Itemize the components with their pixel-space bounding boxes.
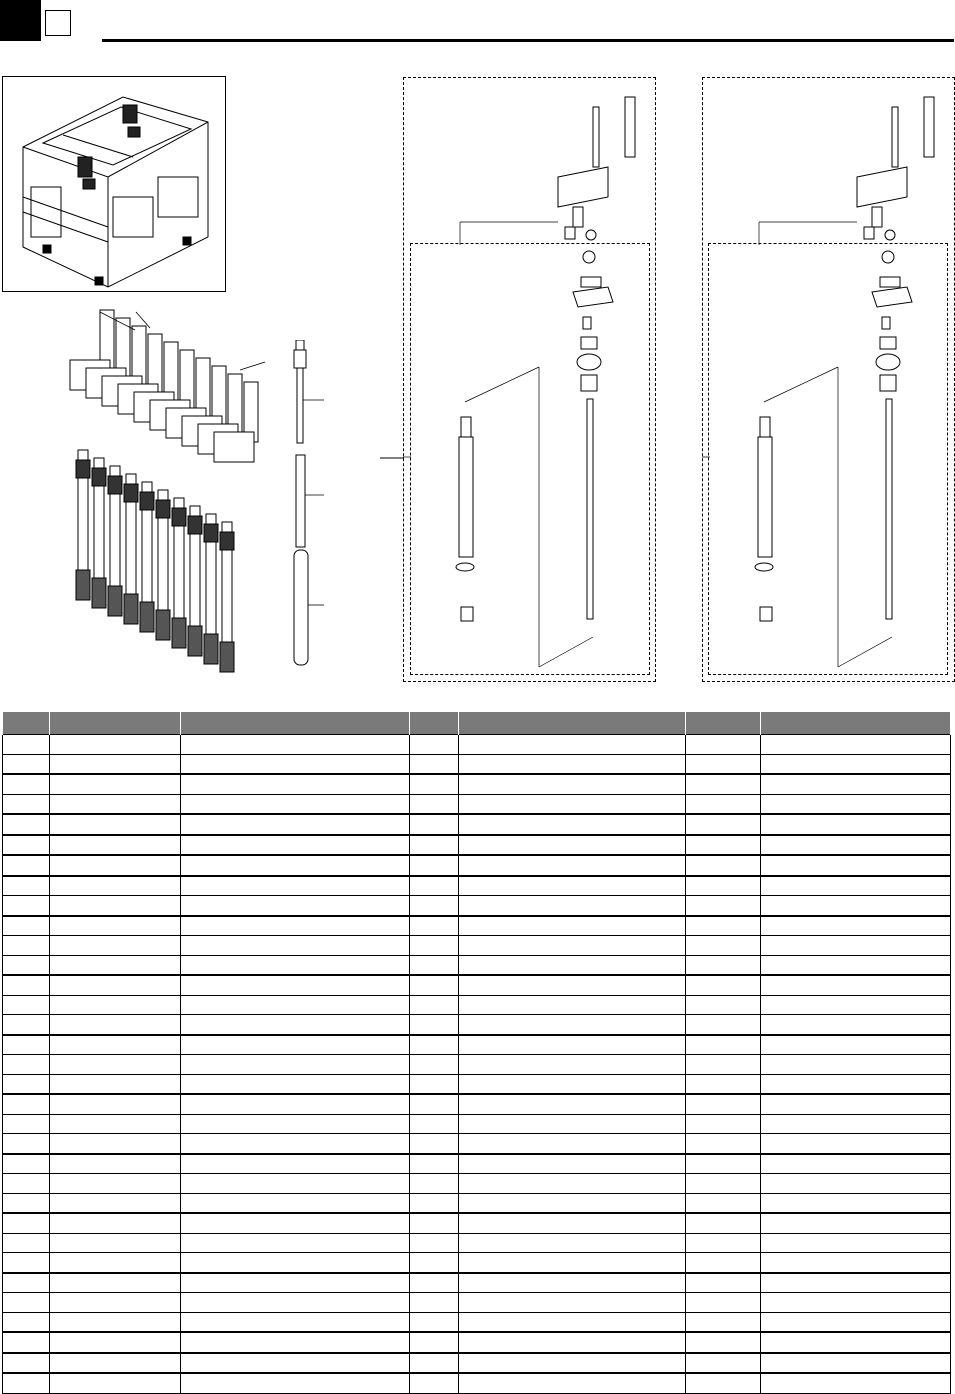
table-cell xyxy=(686,855,761,876)
table-cell xyxy=(181,735,410,755)
table-cell xyxy=(761,1273,951,1293)
table-cell xyxy=(410,1213,459,1233)
table-row xyxy=(3,1332,951,1353)
table-cell xyxy=(50,1035,181,1055)
table-cell xyxy=(3,1273,50,1293)
col-header xyxy=(50,712,181,735)
table-cell xyxy=(50,1273,181,1293)
table-cell xyxy=(761,735,951,755)
table-row xyxy=(3,1253,951,1273)
table-cell xyxy=(761,1213,951,1233)
table-cell xyxy=(3,794,50,814)
table-cell xyxy=(459,1035,686,1055)
table-cell xyxy=(50,1193,181,1213)
table-cell xyxy=(50,835,181,856)
table-cell xyxy=(3,735,50,755)
table-cell xyxy=(459,1233,686,1253)
table-cell xyxy=(181,896,410,916)
table-cell xyxy=(459,916,686,936)
table-cell xyxy=(459,975,686,995)
table-cell xyxy=(761,754,951,774)
table-cell xyxy=(686,1233,761,1253)
table-cell xyxy=(181,1213,410,1233)
table-row xyxy=(3,1353,951,1374)
table-cell xyxy=(410,1273,459,1293)
table-cell xyxy=(410,876,459,896)
table-cell xyxy=(181,1233,410,1253)
table-cell xyxy=(50,896,181,916)
table-cell xyxy=(459,1015,686,1035)
table-cell xyxy=(3,1233,50,1253)
table-cell xyxy=(686,1174,761,1194)
table-cell xyxy=(686,995,761,1015)
table-cell xyxy=(410,1193,459,1213)
table-cell xyxy=(181,1114,410,1134)
table-cell xyxy=(3,754,50,774)
table-cell xyxy=(410,1353,459,1374)
table-row xyxy=(3,876,951,896)
table-row xyxy=(3,955,951,975)
table-cell xyxy=(50,1174,181,1194)
table-cell xyxy=(686,1193,761,1213)
table-cell xyxy=(459,1154,686,1174)
table-cell xyxy=(3,855,50,876)
table-row xyxy=(3,735,951,755)
table-row xyxy=(3,774,951,794)
col-header xyxy=(181,712,410,735)
table-cell xyxy=(761,1035,951,1055)
table-cell xyxy=(50,916,181,936)
table-row xyxy=(3,1154,951,1174)
table-row xyxy=(3,1074,951,1094)
table-cell xyxy=(3,774,50,794)
table-cell xyxy=(181,855,410,876)
table-cell xyxy=(761,1114,951,1134)
table-cell xyxy=(761,1253,951,1273)
table-cell xyxy=(459,1373,686,1393)
table-cell xyxy=(181,1015,410,1035)
table-cell xyxy=(686,1332,761,1353)
table-cell xyxy=(50,1055,181,1075)
table-cell xyxy=(410,1154,459,1174)
table-cell xyxy=(761,955,951,975)
table-cell xyxy=(410,995,459,1015)
table-cell xyxy=(50,1074,181,1094)
table-cell xyxy=(410,1015,459,1035)
table-cell xyxy=(459,754,686,774)
table-cell xyxy=(761,1015,951,1035)
table-cell xyxy=(686,916,761,936)
table-cell xyxy=(50,754,181,774)
table-cell xyxy=(459,835,686,856)
table-cell xyxy=(686,1373,761,1393)
table-cell xyxy=(181,1035,410,1055)
table-cell xyxy=(3,1293,50,1313)
table-cell xyxy=(686,936,761,956)
table-cell xyxy=(761,1074,951,1094)
table-row xyxy=(3,835,951,856)
table-cell xyxy=(686,955,761,975)
table-cell xyxy=(410,975,459,995)
table-cell xyxy=(181,1074,410,1094)
table-cell xyxy=(459,1074,686,1094)
table-cell xyxy=(686,1055,761,1075)
table-row xyxy=(3,1213,951,1233)
table-cell xyxy=(50,1353,181,1374)
table-cell xyxy=(3,1193,50,1213)
table-cell xyxy=(181,936,410,956)
table-cell xyxy=(761,1154,951,1174)
table-cell xyxy=(410,1074,459,1094)
table-row xyxy=(3,794,951,814)
table-cell xyxy=(459,1174,686,1194)
table-cell xyxy=(181,1332,410,1353)
table-cell xyxy=(181,1353,410,1374)
table-cell xyxy=(459,995,686,1015)
connector-line xyxy=(380,450,405,470)
table-cell xyxy=(761,1174,951,1194)
table-cell xyxy=(761,1293,951,1313)
table-cell xyxy=(181,1094,410,1114)
table-cell xyxy=(410,1312,459,1332)
table-cell xyxy=(410,814,459,835)
table-cell xyxy=(686,735,761,755)
table-cell xyxy=(410,835,459,856)
table-cell xyxy=(686,794,761,814)
table-row xyxy=(3,896,951,916)
table-cell xyxy=(686,876,761,896)
table-cell xyxy=(181,1134,410,1154)
table-cell xyxy=(686,1353,761,1374)
machine-overview-illustration xyxy=(3,77,224,290)
table-cell xyxy=(181,995,410,1015)
table-row xyxy=(3,1193,951,1213)
table-cell xyxy=(410,1253,459,1273)
table-cell xyxy=(181,1293,410,1313)
table-cell xyxy=(459,955,686,975)
table-row xyxy=(3,1273,951,1293)
table-cell xyxy=(3,936,50,956)
table-cell xyxy=(459,896,686,916)
table-cell xyxy=(410,1373,459,1393)
table-header-row xyxy=(3,712,951,735)
table-cell xyxy=(3,1213,50,1233)
table-cell xyxy=(3,995,50,1015)
table-cell xyxy=(181,794,410,814)
table-cell xyxy=(50,1332,181,1353)
table-cell xyxy=(686,774,761,794)
table-row xyxy=(3,1174,951,1194)
table-cell xyxy=(3,876,50,896)
table-cell xyxy=(3,975,50,995)
table-cell xyxy=(761,1373,951,1393)
table-cell xyxy=(181,1154,410,1174)
table-cell xyxy=(459,1253,686,1273)
table-cell xyxy=(761,835,951,856)
table-cell xyxy=(181,1373,410,1393)
table-cell xyxy=(459,1213,686,1233)
table-cell xyxy=(686,1154,761,1174)
table-cell xyxy=(761,855,951,876)
table-row xyxy=(3,1114,951,1134)
table-cell xyxy=(686,1213,761,1233)
table-row xyxy=(3,975,951,995)
table-cell xyxy=(3,1114,50,1134)
table-cell xyxy=(50,794,181,814)
table-cell xyxy=(761,1353,951,1374)
head-array-illustration xyxy=(40,300,280,680)
table-cell xyxy=(686,1312,761,1332)
table-cell xyxy=(3,1074,50,1094)
table-cell xyxy=(459,1114,686,1134)
table-cell xyxy=(181,814,410,835)
table-cell xyxy=(181,975,410,995)
table-cell xyxy=(181,774,410,794)
table-cell xyxy=(410,1055,459,1075)
table-cell xyxy=(761,916,951,936)
table-cell xyxy=(410,855,459,876)
table-row xyxy=(3,936,951,956)
table-cell xyxy=(3,1253,50,1273)
table-cell xyxy=(181,1055,410,1075)
table-cell xyxy=(50,1114,181,1134)
table-cell xyxy=(686,1094,761,1114)
table-cell xyxy=(181,876,410,896)
section-badge xyxy=(0,0,41,41)
table-cell xyxy=(3,814,50,835)
table-cell xyxy=(410,1332,459,1353)
table-cell xyxy=(459,1312,686,1332)
table-cell xyxy=(181,1253,410,1273)
table-cell xyxy=(761,774,951,794)
table-cell xyxy=(761,975,951,995)
table-cell xyxy=(761,896,951,916)
table-cell xyxy=(50,1134,181,1154)
table-cell xyxy=(459,814,686,835)
table-row xyxy=(3,1035,951,1055)
table-cell xyxy=(761,814,951,835)
table-cell xyxy=(459,1055,686,1075)
shaft-set-panel xyxy=(286,340,326,670)
table-row xyxy=(3,1373,951,1393)
table-cell xyxy=(459,774,686,794)
table-cell xyxy=(761,1094,951,1114)
table-cell xyxy=(686,896,761,916)
page-box xyxy=(45,10,71,36)
table-cell xyxy=(181,1174,410,1194)
table-cell xyxy=(50,1312,181,1332)
table-cell xyxy=(181,1312,410,1332)
table-cell xyxy=(410,1174,459,1194)
table-cell xyxy=(761,1233,951,1253)
table-cell xyxy=(686,1114,761,1134)
table-cell xyxy=(50,1293,181,1313)
table-cell xyxy=(410,1035,459,1055)
table-cell xyxy=(459,876,686,896)
table-cell xyxy=(410,774,459,794)
table-cell xyxy=(3,835,50,856)
table-cell xyxy=(459,794,686,814)
table-cell xyxy=(410,1094,459,1114)
table-row xyxy=(3,754,951,774)
table-cell xyxy=(3,1134,50,1154)
col-header xyxy=(686,712,761,735)
table-cell xyxy=(761,1312,951,1332)
table-cell xyxy=(181,754,410,774)
table-cell xyxy=(3,1094,50,1114)
table-row xyxy=(3,814,951,835)
table-cell xyxy=(50,1373,181,1393)
table-cell xyxy=(50,1015,181,1035)
table-cell xyxy=(459,1193,686,1213)
table-cell xyxy=(686,1273,761,1293)
table-cell xyxy=(410,896,459,916)
table-cell xyxy=(3,1154,50,1174)
table-cell xyxy=(181,835,410,856)
table-cell xyxy=(686,1074,761,1094)
table-cell xyxy=(50,995,181,1015)
table-cell xyxy=(410,955,459,975)
table-cell xyxy=(761,876,951,896)
shaft-set-illustration xyxy=(286,340,326,670)
table-cell xyxy=(410,936,459,956)
table-cell xyxy=(50,774,181,794)
table-cell xyxy=(3,1373,50,1393)
table-cell xyxy=(761,1055,951,1075)
assembly-right-illustration xyxy=(702,77,955,682)
table-cell xyxy=(686,1293,761,1313)
table-row xyxy=(3,1134,951,1154)
table-row xyxy=(3,1233,951,1253)
col-header xyxy=(761,712,951,735)
table-cell xyxy=(3,1353,50,1374)
table-row xyxy=(3,1055,951,1075)
table-cell xyxy=(686,1015,761,1035)
table-cell xyxy=(410,754,459,774)
assembly-left-panel xyxy=(403,77,656,682)
table-cell xyxy=(410,1114,459,1134)
table-cell xyxy=(3,1035,50,1055)
table-cell xyxy=(761,794,951,814)
table-cell xyxy=(686,1035,761,1055)
table-cell xyxy=(410,916,459,936)
assembly-right-panel xyxy=(702,77,955,682)
table-cell xyxy=(686,975,761,995)
table-cell xyxy=(761,1193,951,1213)
table-cell xyxy=(459,1332,686,1353)
table-row xyxy=(3,1293,951,1313)
table-cell xyxy=(686,1134,761,1154)
table-cell xyxy=(181,955,410,975)
table-cell xyxy=(459,1353,686,1374)
header-rule xyxy=(102,39,954,42)
table-cell xyxy=(50,855,181,876)
assembly-left-illustration xyxy=(403,77,656,682)
table-cell xyxy=(50,955,181,975)
table-cell xyxy=(410,735,459,755)
table-cell xyxy=(686,835,761,856)
table-cell xyxy=(686,814,761,835)
table-cell xyxy=(50,1094,181,1114)
table-row xyxy=(3,855,951,876)
table-cell xyxy=(50,975,181,995)
table-cell xyxy=(50,735,181,755)
table-cell xyxy=(50,936,181,956)
table-cell xyxy=(410,1293,459,1313)
table-cell xyxy=(410,1134,459,1154)
table-cell xyxy=(459,1293,686,1313)
table-cell xyxy=(459,1134,686,1154)
table-row xyxy=(3,1015,951,1035)
table-cell xyxy=(3,955,50,975)
table-cell xyxy=(181,916,410,936)
machine-overview-frame xyxy=(2,76,226,292)
table-cell xyxy=(410,794,459,814)
table-cell xyxy=(761,1332,951,1353)
head-array-panel xyxy=(40,300,280,680)
table-cell xyxy=(181,1193,410,1213)
table-cell xyxy=(459,1273,686,1293)
parts-table xyxy=(2,712,951,1394)
table-cell xyxy=(181,1273,410,1293)
table-cell xyxy=(761,1134,951,1154)
table-cell xyxy=(459,1094,686,1114)
table-cell xyxy=(50,876,181,896)
table-cell xyxy=(686,1253,761,1273)
table-row xyxy=(3,1094,951,1114)
table-cell xyxy=(3,1055,50,1075)
table-cell xyxy=(410,1233,459,1253)
table-cell xyxy=(3,1332,50,1353)
table-cell xyxy=(761,936,951,956)
table-row xyxy=(3,916,951,936)
table-cell xyxy=(50,1154,181,1174)
table-cell xyxy=(3,896,50,916)
col-header xyxy=(3,712,50,735)
table-cell xyxy=(50,1213,181,1233)
table-cell xyxy=(761,995,951,1015)
table-cell xyxy=(459,855,686,876)
table-cell xyxy=(3,1015,50,1035)
table-cell xyxy=(50,1253,181,1273)
table-cell xyxy=(3,916,50,936)
table-cell xyxy=(3,1312,50,1332)
col-header xyxy=(410,712,459,735)
table-cell xyxy=(3,1174,50,1194)
table-row xyxy=(3,1312,951,1332)
table-cell xyxy=(459,735,686,755)
table-row xyxy=(3,995,951,1015)
table-cell xyxy=(459,936,686,956)
table-cell xyxy=(686,754,761,774)
col-header xyxy=(459,712,686,735)
table-cell xyxy=(50,1233,181,1253)
table-cell xyxy=(50,814,181,835)
